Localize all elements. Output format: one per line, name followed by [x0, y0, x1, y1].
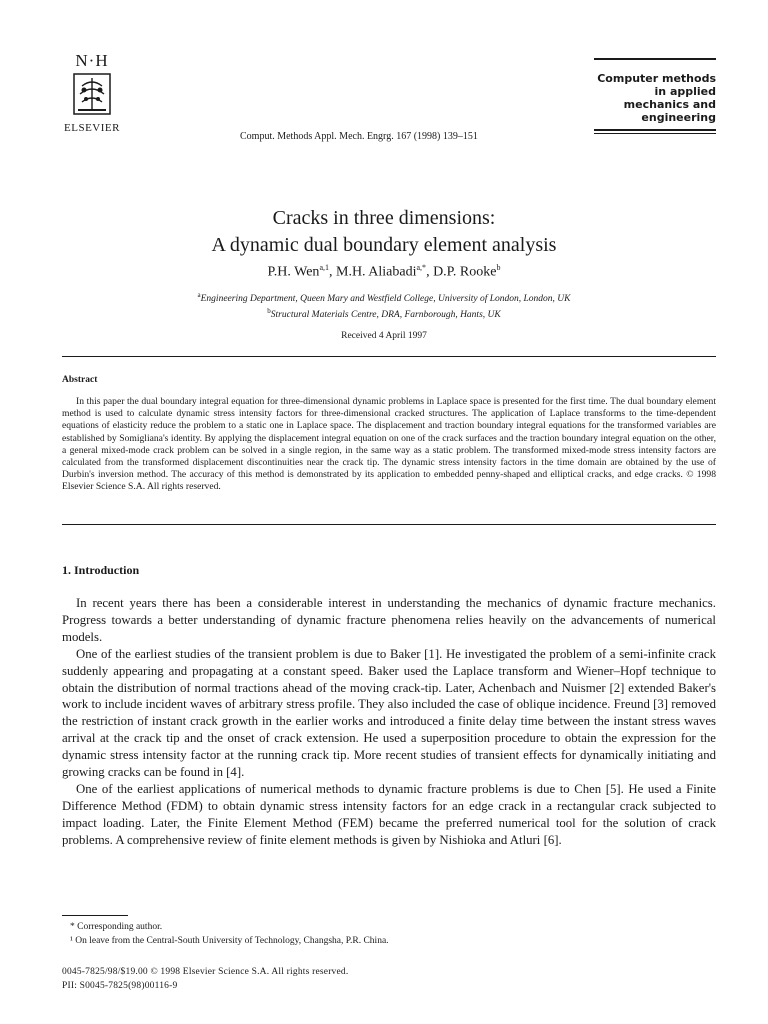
journal-title-line: in applied	[654, 85, 716, 98]
abstract-heading: Abstract	[62, 375, 98, 385]
affiliation-text: Structural Materials Centre, DRA, Farnborough, Hants, UK	[270, 310, 501, 321]
journal-title-line: mechanics and	[623, 98, 716, 111]
affiliation	[0, 305, 768, 321]
journal-title	[594, 72, 716, 124]
author-name: M.H. Aliabadi	[336, 264, 417, 280]
elsevier-tree-emblem-icon	[72, 72, 112, 116]
rule-bottom-thin	[594, 133, 716, 134]
affiliation-text: Engineering Department, Queen Mary and Westfield College, University of London, London, UK	[200, 294, 571, 305]
received-date: Received 4 April 1997	[341, 331, 427, 341]
logo-mark: N·H	[75, 51, 109, 70]
footnote-rule	[62, 915, 128, 916]
affiliation-mark: b	[267, 307, 271, 316]
rule-top	[594, 58, 716, 60]
author-affil-mark: a,*	[416, 263, 427, 272]
affiliation	[0, 289, 768, 305]
rule-bottom	[594, 129, 716, 131]
affiliation-mark: a	[197, 291, 201, 299]
affiliations	[0, 289, 768, 321]
article-title	[0, 205, 768, 259]
journal-title-box	[594, 58, 716, 134]
author-affil-mark: a,1	[319, 263, 329, 272]
publisher-name: ELSEVIER	[64, 122, 120, 134]
paragraph: One of the earliest studies of the transient problem is due to Baker [1]. He investigated the problem of a semi-infinite crack suddenly appearing and propagating at a constant speed. Baker used the Laplace transform and Wiener–Hopf technique to obtain the distribution of normal tractions ahead of the moving crack-tip. Later, Achenbach and Nuismer [2] extended Baker's work to include incident waves of arbitrary stress profile. They also included the case of oblique incidence. Freund [3] removed the restriction of instant crack growth in the earlier works and introduced a finite delay time between the instant stress waves arrival at the crack tip and the onset of crack extension. He used a superposition procedure to obtain the expression for the dynamic stress intensity factor at the running crack tip. More recent studies of transient effects for dynamically initiating and growing cracks can be found in [4].	[62, 646, 716, 780]
author-name: D.P. Rooke	[433, 264, 497, 280]
paragraph: One of the earliest applications of numerical methods to dynamic fracture problems is due to Chen [5]. He used a Finite Difference Method (FDM) to obtain dynamic stress intensity factors for an edge crack in a rectangular crack subjected to impact loading. Later, the Finite Element Method (FEM) became the preferred numerical tool for the solution of crack problems. A comprehensive review of finite element methods is given by Nishioka and Atluri [6].	[62, 781, 716, 847]
footnote: * Corresponding author.	[70, 922, 163, 932]
author-name: P.H. Wen	[267, 264, 320, 280]
divider-bottom	[62, 524, 716, 525]
author-list: P.H. Wen$^{a,1}$, M.H. Aliabadi$^{a,*}$, D.P. Rooke$^b$	[267, 263, 501, 280]
title-line-2: A dynamic dual boundary element analysis	[211, 234, 557, 256]
publisher-logo	[56, 52, 128, 134]
section-body	[62, 595, 716, 849]
title-line-1: Cracks in three dimensions:	[272, 207, 496, 229]
paragraph: In recent years there has been a considerable interest in understanding the mechanics of dynamic fracture mechanics. Progress towards a better understanding of dynamic fracture phenomena relies heavily on the advancements of numerical models.	[62, 596, 716, 644]
journal-title-line: Computer methods	[597, 72, 716, 85]
footnote: ¹ On leave from the Central-South University of Technology, Changsha, P.R. China.	[70, 936, 389, 946]
issn-line: 0045-7825/98/$19.00 © 1998 Elsevier Science S.A. All rights reserved.	[62, 967, 349, 977]
section-heading: 1. Introduction	[62, 563, 140, 577]
divider-top	[62, 356, 716, 357]
copyright-block	[62, 965, 348, 993]
author-affil-mark: b	[496, 263, 501, 272]
abstract-text: In this paper the dual boundary integral equation for three-dimensional dynamic problems in Laplace space is presented for the first time. The dual boundary element method is used to calculate dynamic stress intensity factors for three-dimensional cracked structures. The application of Laplace transforms to the time-dependent equations of elasticity reduce the problem to a static one in Laplace space. The displacement and traction boundary integral equations for the transformed variables are established by Somigliana's identity. By applying the displacement integral equation on one of the crack surfaces and the traction boundary integral equation on the other, a general mixed-mode crack problem can be solved in a single region, in the same way as a static problem. The transformed mixed-mode stress intensity factors are calculated from the transformed displacement discontinuities near the crack tip. The dynamic stress intensity factors in the time domain are obtained by the use of Durbin's inversion method. The accuracy of this method is demonstrated by its application to embedded penny-shaped and elliptical cracks, and edge cracks. © 1998 Elsevier Science S.A. All rights reserved.	[62, 396, 716, 493]
journal-title-line: engineering	[641, 111, 716, 124]
footnotes	[62, 920, 389, 948]
pii-line: PII: S0045-7825(98)00116-9	[62, 981, 178, 991]
journal-citation: Comput. Methods Appl. Mech. Engrg. 167 (1998) 139–151	[240, 131, 478, 142]
